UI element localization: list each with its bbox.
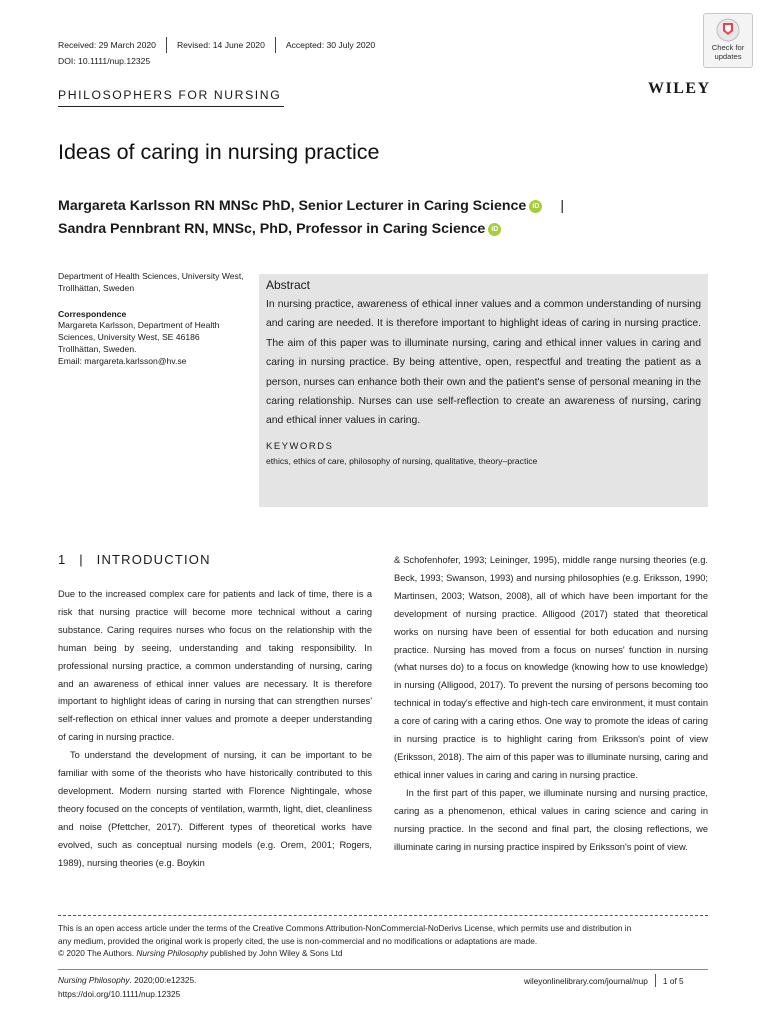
accepted-date: Accepted: 30 July 2020: [285, 40, 376, 50]
journal-name: Nursing Philosophy: [58, 975, 130, 985]
correspondence-email[interactable]: Email: margareta.karlsson@hv.se: [58, 355, 187, 366]
license-line: any medium, provided the original work is properly cited, the use is non-commercial and no modifications or adaptations are made.: [58, 935, 538, 946]
keywords-list: ethics, ethics of care, philosophy of nursing, qualitative, theory–practice: [266, 455, 538, 466]
author-name[interactable]: Margareta Karlsson RN MNSc PhD, Senior Lecturer in Caring Science: [58, 198, 527, 214]
body-paragraph: & Schofenhofer, 1993; Leininger, 1995), middle range nursing theories (e.g. Beck, 1993; Swanson, 1993) and nursing philosophies (e.g. Eriksson, 1990; Martinsen, 2003; Watson, 2008), all of which have been important for the development of nursing practice. Alligood (2017) stated that theoretical works on nursing have been of essential for both education and nursing practice. Nursing has moved from a focus on nurses' function in nursing (what nurses do) to a focus on knowledge (knowing how to use knowledge) in nursing (Alligood, 2017). To prevent the nursing of persons becoming too technical in today's effective and high-tech care environment, it must contain a core of caring with a caring ethos. One way to promote the ideas of caring in nursing practice is to highlight caring from Eriksson's point of view (Eriksson, 2018). The aim of this paper was to illuminate nursing, caring and ethical inner values in caring and caring in nursing practice.: [394, 555, 708, 780]
journal-section-label: PHILOSOPHERS FOR NURSING: [58, 88, 282, 102]
footer-divider-bar: [655, 974, 656, 987]
correspondence-line: Trollhättan, Sweden.: [58, 343, 137, 354]
section-number: 1: [58, 552, 67, 567]
page-number: 1 of 5: [662, 975, 684, 986]
article-dates: [58, 37, 375, 53]
footnote-divider: [58, 915, 708, 916]
publisher-logo: WILEY: [648, 80, 711, 97]
footer-right: [524, 974, 684, 987]
orcid-icon[interactable]: iD: [488, 223, 501, 236]
article-title: Ideas of caring in nursing practice: [58, 140, 380, 164]
orcid-icon[interactable]: iD: [529, 200, 542, 213]
department-text: Department of Health Sciences, University West, Trollhättan, Sweden: [58, 271, 244, 293]
date-divider: [166, 37, 167, 53]
check-for-updates-badge[interactable]: [703, 13, 753, 68]
author-separator: |: [560, 198, 565, 214]
correspondence-heading: Correspondence: [58, 308, 127, 319]
badge-text-line1: Check for: [711, 43, 745, 52]
copyright-suffix: published by John Wiley & Sons Ltd: [207, 948, 343, 959]
journal-citation: [58, 974, 196, 1001]
journal-site-link[interactable]: wileyonlinelibrary.com/journal/nup: [524, 975, 648, 986]
author-line-1: [58, 198, 564, 214]
section-divider: |: [79, 552, 84, 567]
abstract-text: In nursing practice, awareness of ethical inner values and a common understanding of nursing and caring are needed. It is therefore important to highlight ideas of caring in nursing practice. The aim of this paper was to illuminate nursing, caring and ethical inner values in caring and caring in nursing practice. By being attentive, open, respectful and treating the patient as a person, nurses can enhance both their own and the patient's sense of personal meaning in the caring relationship. Nurses can use self-reflection to create an awareness of nursing, caring and ethical inner values in caring.: [266, 299, 701, 427]
affiliation-block: [58, 271, 248, 368]
author-line-2: [58, 221, 501, 237]
license-notice: [58, 922, 708, 960]
copyright-journal: Nursing Philosophy: [136, 948, 208, 959]
copyright-prefix: © 2020 The Authors.: [58, 948, 137, 959]
author-name[interactable]: Sandra Pennbrant RN, MNSc, PhD, Professor in Caring Science: [58, 221, 486, 237]
abstract-box: [259, 274, 708, 507]
doi-link[interactable]: https://doi.org/10.1111/nup.12325: [58, 988, 181, 999]
body-column-left: [58, 586, 372, 873]
badge-text-line2: updates: [714, 51, 742, 61]
copyright-line: [58, 947, 708, 960]
section-underline: [58, 106, 284, 107]
date-divider: [275, 37, 276, 53]
footer-divider: [58, 969, 708, 970]
crossmark-icon: [716, 18, 740, 42]
body-column-right: [394, 552, 708, 856]
body-paragraph: Due to the increased complex care for patients and lack of time, there is a risk that nursing practice will become more technical without a caring substance. Caring requires nurses who focus on the relationship with the human being by seeing, understanding and taking responsibility. In professional nursing practice, a common understanding of nursing, caring and an awareness of ethical inner values are necessary. It is therefore important to highlight ideas of caring in nursing that can strengthen nurses' self-reflection on ethical inner values and promote a deeper understanding of caring in nursing practice.: [58, 589, 372, 743]
journal-issue: . 2020;00:e12325.: [129, 975, 197, 985]
section-title: INTRODUCTION: [96, 552, 211, 567]
correspondence-line: Sciences, University West, SE 46186: [58, 332, 200, 343]
introduction-heading: [58, 552, 211, 567]
keywords-heading: KEYWORDS: [266, 439, 334, 451]
body-paragraph: In the first part of this paper, we illuminate nursing and nursing practice, caring as a phenomenon, ethical values in caring science and caring in nursing practice. In the second and final part, the closing reflections, we illuminate caring in nursing practice inspired by Eriksson's point of view.: [394, 787, 708, 852]
revised-date: Revised: 14 June 2020: [176, 40, 265, 50]
license-line: This is an open access article under the terms of the Creative Commons Attribution-NonCommercial-NoDerivs License, which permits use and distribution in: [58, 923, 632, 933]
article-doi[interactable]: DOI: 10.1111/nup.12325: [58, 56, 151, 66]
correspondence-line: Margareta Karlsson, Department of Health: [58, 320, 220, 331]
abstract-heading: Abstract: [266, 278, 311, 292]
body-paragraph: To understand the development of nursing, it can be important to be familiar with some of the theorists who have historically contributed to this development. Modern nursing started with Florence Nightingale, whose theory focused on the concepts of ventilation, warmth, light, diet, cleanliness and noise (Pfettcher, 2017). Different types of theoretical works have evolved, such as conceptual nursing models (e.g. Orem, 2001; Rogers, 1989), nursing theories (e.g. Boykin: [58, 750, 372, 868]
received-date: Received: 29 March 2020: [58, 40, 156, 50]
